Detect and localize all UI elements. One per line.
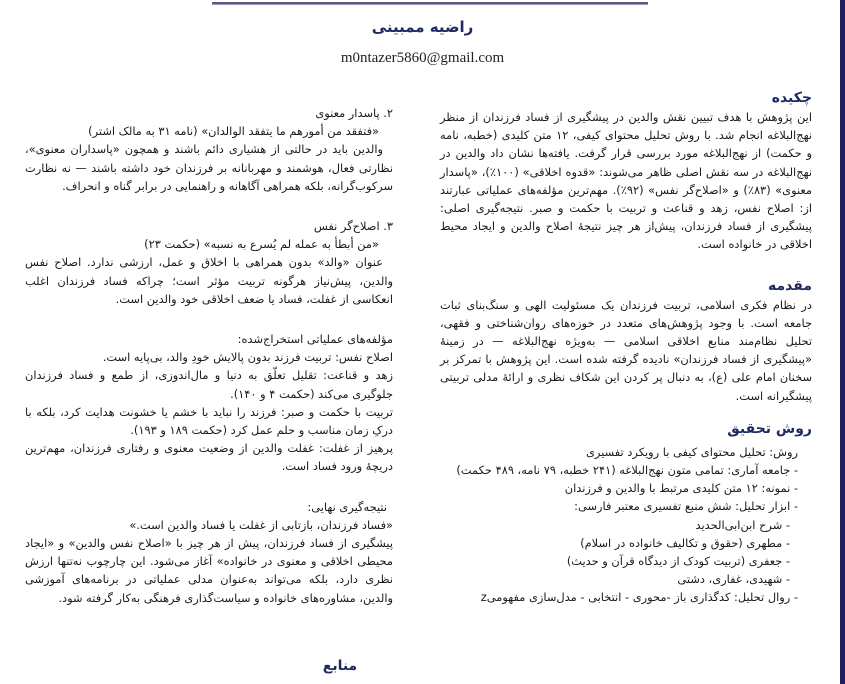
method-list — [440, 443, 812, 607]
page-edge-bar — [840, 0, 845, 684]
guardian-title: ۲. پاسدار معنوی — [315, 106, 393, 120]
method-line: - جعفری (تربیت کودک از دیدگاه قرآن و حدیث) — [566, 554, 790, 569]
introduction-text: در نظام فکری اسلامی، تربیت فرزندان یک مسئولیت الهی و سنگ‌بنای ثبات جامعه است. با وجود پژوهش‌های متعدد در حوزه‌های روان‌شناختی و فقهی، تحلیل نظام‌مند منابع اخلاقی اسلامی — به‌ویژه نهج‌البلاغه — در زمینه‌ٔ «پیشگیری از فساد فرزندان» نادیده گرفته شده است. این پژوهش با تمرکز بر سخنان امام علی (ع)، به دنبال پر کردن این شکاف نظری و ارائه‌ٔ مدلی تربیتی پیشگیرانه است. — [440, 297, 812, 403]
guardian-text: والدین باید در حالتی از هشیاری دائم باشند و همچون «پاسداران معنوی»، نظارتی فعال، هوشمند و مهربانانه بر فرزندان خود داشته باشند — نه نظارت سرکوب‌گرانه، بلکه همراهی آگاهانه و راهنمایی در برابر گناه و انحراف. — [25, 142, 393, 193]
method-line: - شرح ابن‌ابی‌الحدید — [695, 517, 790, 532]
abstract-heading: چکیده — [771, 90, 812, 106]
method-line: - شهیدی، غفاری، دشتی — [677, 572, 790, 587]
conclusion-quote: «فساد فرزندان، بازتابی از غفلت یا فساد والدین است.» — [129, 517, 393, 532]
method-line: روش: تحلیل محتوای کیفی با رویکرد تفسیری — [586, 444, 798, 459]
right-column — [440, 88, 812, 607]
references-heading: منابع — [322, 658, 358, 674]
top-rule — [212, 2, 648, 5]
method-line: - جامعه آماری: تمامی متون نهج‌البلاغه (۲۴۱ خطبه، ۷۹ نامه، ۴۸۹ حکمت) — [456, 463, 798, 478]
method-line: - روال تحلیل: کدگذاری باز -محوری - انتخابی - مدل‌سازی مفهومیz — [480, 590, 798, 605]
component-item: تربیت با حکمت و صبر: فرزند را نباید با خشم یا خشونت هدایت کرد، بلکه با درکِ زمان مناسب و حلم عمل کرد (حکمت ۱۸۹ و ۱۹۳). — [25, 404, 393, 438]
reformer-quote: «من أبطأ به عمله لم یُسرع به نسبه» (حکمت ۲۳) — [144, 237, 379, 252]
conclusion-title: نتیجه‌گیری نهایی: — [307, 499, 387, 514]
method-line: - نمونه: ۱۲ متن کلیدی مرتبط با والدین و فرزندان — [564, 481, 798, 496]
conclusion-text: پیشگیری از فساد فرزندان، پیش از هر چیز با «اصلاح نفس والدین» و «ایجاد محیطی اخلاقی و معنوی در خانواده» آغاز می‌شود. این چارچوب نه‌تنها ارزش نظری دارد، بلکه می‌تواند به‌عنوان مدلی عملیاتی در برنامه‌های آموزشی والدین، مشاوره‌های خانواده و سیاست‌گذاری فرهنگی به‌کار گرفته شود. — [25, 536, 393, 605]
components-title: مؤلفه‌های عملیاتی استخراج‌شده: — [237, 332, 393, 347]
reformer-title: ۳. اصلاح‌گر نفس — [313, 219, 393, 234]
method-heading: روش تحقیق — [727, 420, 812, 437]
left-column — [25, 104, 393, 607]
method-line: - مطهری (حقوق و تکالیف خانواده در اسلام) — [580, 535, 790, 550]
method-line: - ابزار تحلیل: شش منبع تفسیری معتبر فارسی: — [574, 499, 798, 514]
abstract-text: این پژوهش با هدف تبیین نقش والدین در پیشگیری از فساد فرزندان از منظر نهج‌البلاغه انجام شد. با روش تحلیل محتوای کیفی، ۱۲ متن کلیدی (خطبه، نامه و حکمت) از نهج‌البلاغه مورد بررسی قرار گرفت. یافته‌ها نشان داد والدین در نهج‌البلاغه در سه نقش اصلی ظاهر می‌شوند: «قدوه اخلاقی» (۱۰۰٪)، «پاسدار معنوی» (۸۳٪) و «اصلاح‌گر نفس» (۹۲٪). مهم‌ترین مؤلفه‌های عملیاتی عبارتند از: اصلاح نفس، زهد و قناعت و تربیت با حکمت و صبر. نتیجه‌گیری اصلی: پیشگیری از فساد فرزندان، پیش‌از هر چیز نتیجه‌ٔ اصلاح والدین و ایجاد محیط اخلاقی در خانواده است. — [440, 110, 812, 252]
component-item: پرهیز از غفلت: غفلت والدین از وضعیت معنوی و رفتاری فرزندان، مهم‌ترین دریچه‌ٔ ورود فساد است. — [25, 441, 393, 474]
reformer-text: عنوان «والد» بدون همراهی با اخلاق و عمل، ارزشی ندارد. اصلاح نفس والدین، پیش‌نیاز هرگونه تربیت مؤثر است؛ چراکه فساد فرزندان اغلب انعکاسی از غفلت، فساد یا ضعف اخلاقی خود والدین است. — [25, 255, 393, 306]
author-email: m0ntazer5860@gmail.com — [340, 50, 505, 66]
component-item: زهد و قناعت: تقلیل تعلّق به دنیا و مال‌اندوزی، از طمع و فساد فرزندان جلوگیری می‌کند (حکمت ۴ و ۱۴۰). — [25, 368, 393, 401]
guardian-quote: «فتفقد من أمورهم ما یتفقد الوالدان» (نامه ۳۱ به مالک اشتر) — [88, 124, 379, 139]
component-item: اصلاح نفس: تربیت فرزند بدون پالایش خودِ والد، بی‌پایه است. — [102, 350, 393, 365]
author-name: راضیه ممبینی — [371, 18, 474, 36]
introduction-heading: مقدمه — [768, 277, 812, 294]
